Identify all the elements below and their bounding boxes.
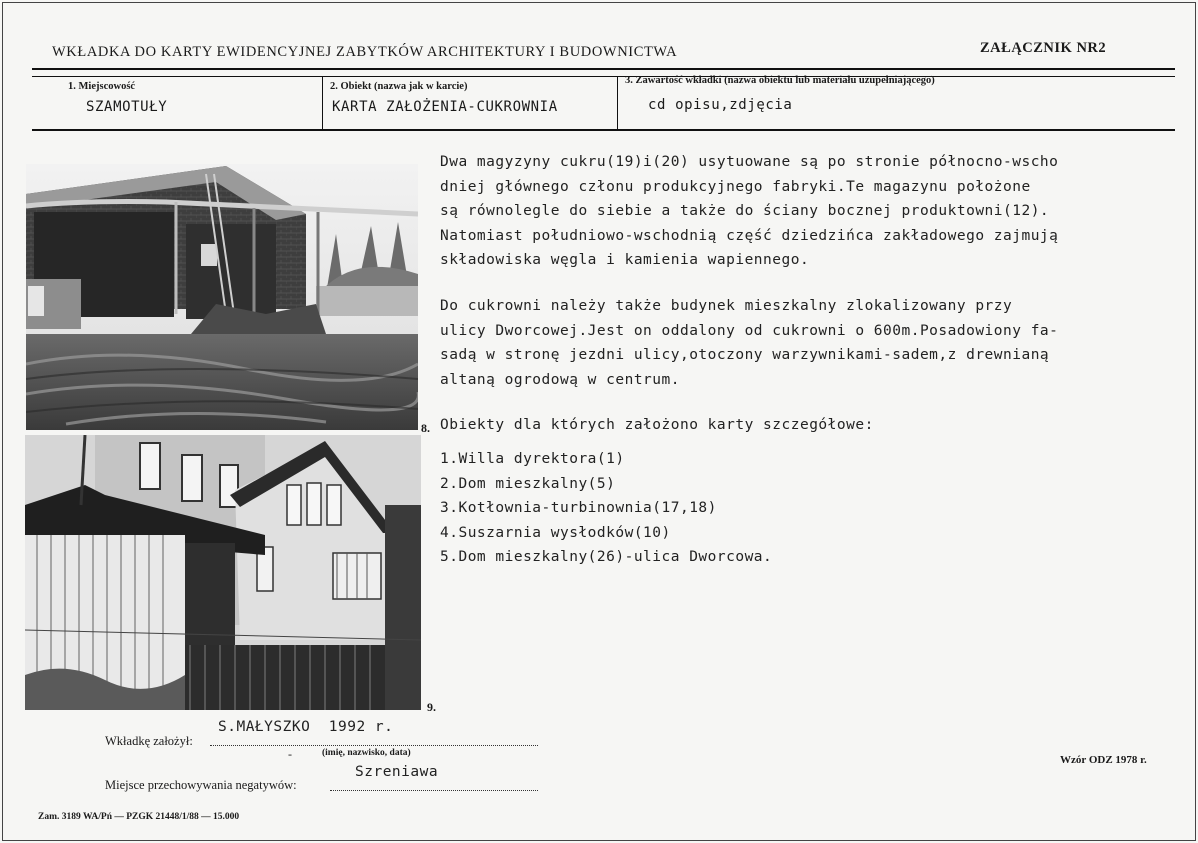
location-value: Szreniawa <box>355 764 439 780</box>
annex-number: ZAŁĄCZNIK NR2 <box>980 40 1107 56</box>
photo-residential-house <box>25 435 421 710</box>
field-locality-label: 1. Miejscowość <box>68 81 136 92</box>
list-item: 4.Suszarnia wysłodków(10) <box>440 524 671 541</box>
author-hint: (imię, nazwisko, data) <box>322 748 411 758</box>
text-line: sadą w stronę jezdni ulicy,otoczony warzywnikami-sadem,z drewnianą <box>440 347 1050 363</box>
text-line: Natomiast południowo-wschodnią część dziedzińca zakładowego zajmują <box>440 227 1059 244</box>
text-line: dniej głównego członu produkcyjnego fabryki.Te magazynu położone <box>440 178 1031 195</box>
dash-mark: - <box>288 747 292 761</box>
text-line: są równolegle do siebie a także do ściany bocznej produktowni(12). <box>440 203 1050 219</box>
photo-warehouses <box>26 164 418 430</box>
photo-number-8: 8. <box>421 421 430 435</box>
header-top-rule <box>32 68 1175 70</box>
text-line: Do cukrowni należy także budynek mieszkalny zlokalizowany przy <box>440 298 1013 314</box>
objects-list <box>440 451 772 574</box>
field-divider-2 <box>617 76 618 130</box>
field-content-value: cd opisu,zdjęcia <box>648 97 793 113</box>
list-item: 3.Kotłownia-turbinownia(17,18) <box>440 500 717 516</box>
field-content-label: 3. Zawartość wkładki (nazwa obiektu lub materiału uzupełniającego) <box>625 75 935 86</box>
list-item: 5.Dom mieszkalny(26)-ulica Dworcowa. <box>440 549 773 565</box>
print-info: Zam. 3189 WA/Pń — PZGK 21448/1/88 — 15.000 <box>38 812 240 822</box>
form-model: Wzór ODZ 1978 r. <box>1060 754 1147 766</box>
list-item: 1.Willa dyrektora(1) <box>440 451 625 467</box>
list-item: 2.Dom mieszkalny(5) <box>440 475 616 492</box>
description-paragraph-1 <box>440 150 1140 273</box>
field-object-value: KARTA ZAŁOŻENIA-CUKROWNIA <box>332 99 558 115</box>
author-label: Wkładkę założył: <box>105 734 193 748</box>
header-bottom-rule <box>32 76 1175 77</box>
field-locality-value: SZAMOTUŁY <box>86 99 168 115</box>
field-divider-1 <box>322 76 323 130</box>
fields-bottom-rule <box>32 129 1175 131</box>
text-line: Dwa magyzyny cukru(19)i(20) usytuowane są po stronie północno-wscho <box>440 154 1059 170</box>
form-title: WKŁADKA DO KARTY EWIDENCYJNEJ ZABYTKÓW ARCHITEKTURY I BUDOWNICTWA <box>52 44 678 60</box>
description-paragraph-2 <box>440 294 1140 392</box>
text-line: ulicy Dworcowej.Jest on oddalony od cukrowni o 600m.Posadowiony fa- <box>440 322 1059 339</box>
location-dotted-line <box>330 790 538 791</box>
text-line: altaną ogrodową w centrum. <box>440 371 680 388</box>
author-value: S.MAŁYSZKO 1992 r. <box>218 719 394 735</box>
location-label: Miejsce przechowywania negatywów: <box>105 778 297 792</box>
photo-number-9: 9. <box>427 700 436 714</box>
field-object-label: 2. Obiekt (nazwa jak w karcie) <box>330 81 468 92</box>
objects-list-heading: Obiekty dla których założono karty szczegółowe: <box>440 417 874 433</box>
author-dotted-line <box>210 745 538 746</box>
text-line: składowiska węgla i kamienia wapiennego. <box>440 252 810 268</box>
